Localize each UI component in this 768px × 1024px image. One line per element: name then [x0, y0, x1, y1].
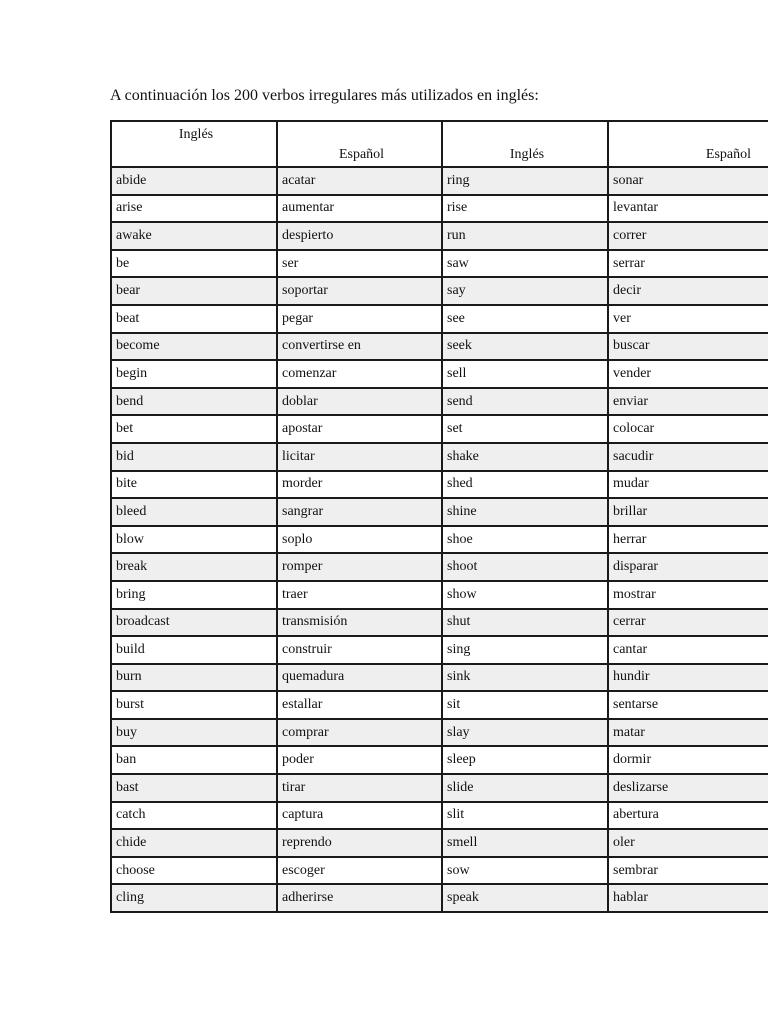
- table-cell: ban: [111, 746, 277, 774]
- table-row: [111, 443, 768, 471]
- table-row: [111, 774, 768, 802]
- table-cell: mudar: [608, 471, 768, 499]
- table-row: [111, 388, 768, 416]
- table-cell: despierto: [277, 222, 442, 250]
- table-cell: enviar: [608, 388, 768, 416]
- table-cell: bid: [111, 443, 277, 471]
- table-body: [111, 167, 768, 912]
- table-cell: ver: [608, 305, 768, 333]
- table-cell: disparar: [608, 553, 768, 581]
- verb-table: [110, 120, 768, 913]
- table-cell: saw: [442, 250, 608, 278]
- table-row: [111, 664, 768, 692]
- table-cell: begin: [111, 360, 277, 388]
- table-row: [111, 829, 768, 857]
- table-cell: run: [442, 222, 608, 250]
- intro-text: A continuación los 200 verbos irregulares más utilizados en inglés:: [110, 87, 539, 104]
- table-row: [111, 277, 768, 305]
- table-cell: sangrar: [277, 498, 442, 526]
- table-cell: chide: [111, 829, 277, 857]
- header-ingles-2: Inglés: [442, 121, 608, 167]
- table-cell: soportar: [277, 277, 442, 305]
- table-cell: become: [111, 333, 277, 361]
- table-cell: sing: [442, 636, 608, 664]
- table-cell: burst: [111, 691, 277, 719]
- table-cell: broadcast: [111, 609, 277, 637]
- table-cell: dormir: [608, 746, 768, 774]
- table-cell: deslizarse: [608, 774, 768, 802]
- table-cell: pegar: [277, 305, 442, 333]
- table-row: [111, 333, 768, 361]
- table-row: [111, 526, 768, 554]
- table-cell: traer: [277, 581, 442, 609]
- table-cell: ser: [277, 250, 442, 278]
- table-cell: send: [442, 388, 608, 416]
- table-cell: romper: [277, 553, 442, 581]
- table-row: [111, 581, 768, 609]
- table-cell: ring: [442, 167, 608, 195]
- table-cell: shed: [442, 471, 608, 499]
- table-cell: burn: [111, 664, 277, 692]
- table-cell: see: [442, 305, 608, 333]
- table-cell: levantar: [608, 195, 768, 223]
- table-cell: hundir: [608, 664, 768, 692]
- table-cell: matar: [608, 719, 768, 747]
- table-cell: bet: [111, 415, 277, 443]
- table-cell: brillar: [608, 498, 768, 526]
- table-row: [111, 553, 768, 581]
- table-cell: serrar: [608, 250, 768, 278]
- table-cell: blow: [111, 526, 277, 554]
- table-row: [111, 636, 768, 664]
- table-cell: slit: [442, 802, 608, 830]
- table-cell: escoger: [277, 857, 442, 885]
- table-cell: decir: [608, 277, 768, 305]
- table-cell: choose: [111, 857, 277, 885]
- table-cell: apostar: [277, 415, 442, 443]
- table-row: [111, 691, 768, 719]
- table-cell: herrar: [608, 526, 768, 554]
- table-row: [111, 360, 768, 388]
- table-row: [111, 195, 768, 223]
- table-cell: oler: [608, 829, 768, 857]
- table-cell: buy: [111, 719, 277, 747]
- table-cell: be: [111, 250, 277, 278]
- table-cell: shoe: [442, 526, 608, 554]
- table-header-row: [111, 121, 768, 167]
- table-cell: comenzar: [277, 360, 442, 388]
- table-cell: slay: [442, 719, 608, 747]
- table-cell: captura: [277, 802, 442, 830]
- table-cell: sit: [442, 691, 608, 719]
- table-cell: colocar: [608, 415, 768, 443]
- table-cell: sembrar: [608, 857, 768, 885]
- table-cell: seek: [442, 333, 608, 361]
- table-cell: build: [111, 636, 277, 664]
- table-cell: sleep: [442, 746, 608, 774]
- table-cell: poder: [277, 746, 442, 774]
- table-cell: aumentar: [277, 195, 442, 223]
- table-cell: sacudir: [608, 443, 768, 471]
- table-cell: show: [442, 581, 608, 609]
- table-row: [111, 609, 768, 637]
- table-cell: reprendo: [277, 829, 442, 857]
- table-cell: say: [442, 277, 608, 305]
- table-cell: shake: [442, 443, 608, 471]
- table-cell: cling: [111, 884, 277, 912]
- table-cell: bring: [111, 581, 277, 609]
- table-cell: bite: [111, 471, 277, 499]
- table-cell: bleed: [111, 498, 277, 526]
- table-cell: catch: [111, 802, 277, 830]
- table-row: [111, 167, 768, 195]
- table-row: [111, 884, 768, 912]
- table-row: [111, 802, 768, 830]
- table-cell: licitar: [277, 443, 442, 471]
- table-row: [111, 857, 768, 885]
- table-cell: hablar: [608, 884, 768, 912]
- table-cell: bend: [111, 388, 277, 416]
- table-cell: shine: [442, 498, 608, 526]
- table-cell: tirar: [277, 774, 442, 802]
- table-cell: beat: [111, 305, 277, 333]
- header-ingles-1: Inglés: [111, 121, 277, 167]
- table-cell: convertirse en: [277, 333, 442, 361]
- table-cell: sentarse: [608, 691, 768, 719]
- table-cell: sonar: [608, 167, 768, 195]
- table-cell: slide: [442, 774, 608, 802]
- table-cell: estallar: [277, 691, 442, 719]
- table-cell: comprar: [277, 719, 442, 747]
- table-row: [111, 250, 768, 278]
- table-cell: break: [111, 553, 277, 581]
- table-cell: construir: [277, 636, 442, 664]
- table-cell: soplo: [277, 526, 442, 554]
- table-cell: acatar: [277, 167, 442, 195]
- table-cell: speak: [442, 884, 608, 912]
- header-espanol-2: Español: [608, 121, 768, 167]
- table-cell: adherirse: [277, 884, 442, 912]
- table-cell: abertura: [608, 802, 768, 830]
- table-cell: awake: [111, 222, 277, 250]
- table-cell: mostrar: [608, 581, 768, 609]
- table-cell: arise: [111, 195, 277, 223]
- table-cell: cantar: [608, 636, 768, 664]
- table-cell: rise: [442, 195, 608, 223]
- table-row: [111, 305, 768, 333]
- table-cell: shut: [442, 609, 608, 637]
- table-cell: buscar: [608, 333, 768, 361]
- table-cell: bear: [111, 277, 277, 305]
- table-cell: transmisión: [277, 609, 442, 637]
- table-row: [111, 746, 768, 774]
- table-row: [111, 719, 768, 747]
- table-row: [111, 222, 768, 250]
- table-cell: smell: [442, 829, 608, 857]
- table-cell: sell: [442, 360, 608, 388]
- table-cell: morder: [277, 471, 442, 499]
- table-cell: vender: [608, 360, 768, 388]
- table-row: [111, 498, 768, 526]
- table-cell: quemadura: [277, 664, 442, 692]
- table-cell: correr: [608, 222, 768, 250]
- table-cell: bast: [111, 774, 277, 802]
- table-cell: cerrar: [608, 609, 768, 637]
- header-espanol-1: Español: [277, 121, 442, 167]
- table-row: [111, 415, 768, 443]
- table-cell: sow: [442, 857, 608, 885]
- table-cell: abide: [111, 167, 277, 195]
- table-cell: set: [442, 415, 608, 443]
- table-cell: sink: [442, 664, 608, 692]
- table-row: [111, 471, 768, 499]
- table-cell: doblar: [277, 388, 442, 416]
- table-cell: shoot: [442, 553, 608, 581]
